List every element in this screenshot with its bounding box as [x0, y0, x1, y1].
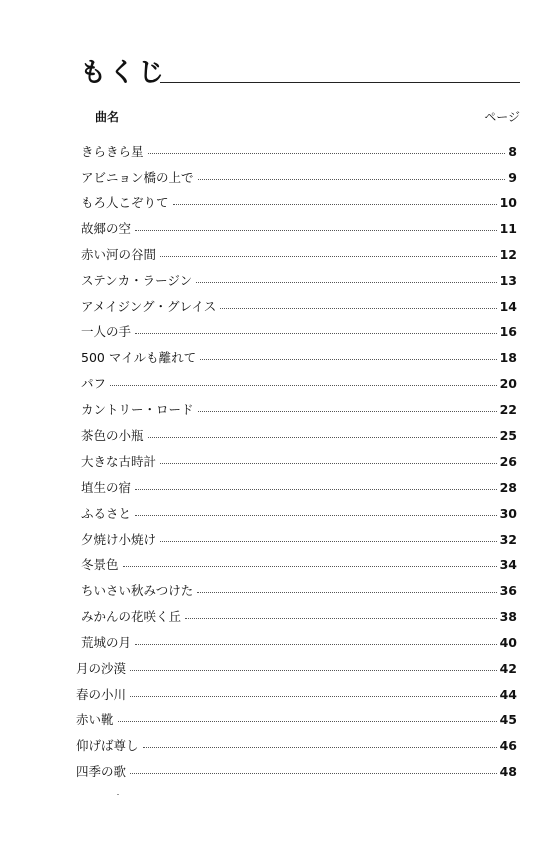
toc-entry-page: 10: [499, 194, 517, 210]
toc-entry: [81, 192, 517, 212]
footer-mark: [117, 794, 119, 795]
toc-entry: [81, 347, 517, 367]
dot-leader: [200, 359, 497, 360]
toc-entry-page: 32: [499, 531, 517, 547]
toc-entry: [81, 218, 517, 238]
dot-leader: [130, 696, 497, 697]
toc-entry-page: 40: [499, 634, 517, 650]
dot-leader: [160, 463, 497, 464]
dot-leader: [110, 385, 497, 386]
toc-entry: [76, 658, 517, 678]
dot-leader: [196, 282, 497, 283]
toc-entry: [81, 529, 517, 549]
toc-entry-title: 茶色の小瓶: [81, 428, 144, 443]
toc-entry-page: 44: [499, 686, 517, 702]
toc-entry: [81, 606, 517, 626]
toc-entry: [81, 399, 517, 419]
toc-entry-title: 一人の手: [81, 324, 132, 339]
toc-entry: [76, 761, 517, 781]
dot-leader: [143, 747, 497, 748]
toc-entry: [81, 477, 517, 497]
toc-entry-title: アメイジング・グレイス: [81, 299, 217, 314]
dot-leader: [123, 566, 497, 567]
page-title: もくじ: [80, 58, 168, 88]
dot-leader: [220, 308, 496, 309]
toc-entry: [81, 321, 517, 341]
page-column-header: ページ: [484, 110, 520, 124]
toc-entry: [76, 735, 517, 755]
toc-entry-page: 28: [499, 479, 517, 495]
toc-entry-page: 30: [499, 505, 517, 521]
toc-entry-title: 春の小川: [76, 687, 127, 702]
song-column-header: 曲名: [95, 110, 120, 124]
toc-entry-title: 四季の歌: [76, 764, 127, 779]
dot-leader: [135, 333, 497, 334]
toc-entry-page: 18: [499, 349, 517, 365]
toc-entry-page: 48: [499, 763, 517, 779]
toc-entry: [81, 554, 517, 574]
toc-entry: [81, 296, 517, 316]
dot-leader: [135, 489, 497, 490]
toc-entry-title: パフ: [81, 376, 107, 391]
toc-entry-title: ふるさと: [81, 506, 132, 521]
dot-leader: [148, 437, 497, 438]
dot-leader: [160, 256, 497, 257]
toc-entry-page: 12: [499, 246, 517, 262]
toc-entry-page: 38: [499, 608, 517, 624]
toc-entry: [81, 373, 517, 393]
toc-entry-title: 冬景色: [81, 557, 119, 572]
toc-entry-title: ステンカ・ラージン: [81, 273, 193, 288]
dot-leader: [185, 618, 497, 619]
toc-entry: [81, 580, 517, 600]
toc-entry-page: 25: [499, 427, 517, 443]
dot-leader: [160, 541, 497, 542]
toc-entry: [81, 425, 517, 445]
toc-entry: [76, 684, 517, 704]
toc-entry: [81, 503, 517, 523]
toc-entry-title: アビニョン橋の上で: [81, 170, 194, 185]
toc-entry: [81, 167, 517, 187]
toc-entry-page: 14: [499, 298, 517, 314]
toc-entry: [81, 270, 517, 290]
dot-leader: [118, 721, 497, 722]
dot-leader: [148, 153, 506, 154]
toc-entry-title: 故郷の空: [81, 221, 132, 236]
dot-leader: [135, 515, 497, 516]
dot-leader: [130, 773, 497, 774]
toc-entry-title: みかんの花咲く丘: [81, 609, 182, 624]
toc-entry: [81, 141, 517, 161]
toc-entry-page: 45: [499, 711, 517, 727]
dot-leader: [173, 204, 497, 205]
toc-entry: [81, 451, 517, 471]
toc-entry-page: 26: [499, 453, 517, 469]
dot-leader: [135, 644, 497, 645]
toc-entry-title: もろ人こぞりて: [81, 195, 169, 210]
toc-entry-page: 8: [508, 143, 517, 159]
toc-entry-page: 42: [499, 660, 517, 676]
toc-entry-title: 赤い靴: [76, 712, 114, 727]
toc-entry-title: 500 マイルも離れて: [81, 350, 197, 365]
toc-entry-title: カントリー・ロード: [81, 402, 194, 417]
toc-entry-title: 夕焼け小焼け: [81, 532, 157, 547]
dot-leader: [135, 230, 497, 231]
toc-entry: [76, 709, 517, 729]
toc-entry-title: 仰げば尊し: [76, 738, 139, 753]
toc-entry-title: ちいさい秋みつけた: [81, 583, 194, 598]
toc-entry-title: 赤い河の谷間: [81, 247, 157, 262]
toc-entry-page: 9: [508, 169, 517, 185]
toc-entry-page: 20: [499, 375, 517, 391]
dot-leader: [130, 670, 497, 671]
toc-entry-title: 荒城の月: [81, 635, 132, 650]
toc-entry-page: 13: [499, 272, 517, 288]
toc-entry-page: 34: [499, 556, 517, 572]
toc-entry-page: 11: [499, 220, 517, 236]
toc-entry-title: 月の沙漠: [76, 661, 127, 676]
toc-entry: [81, 632, 517, 652]
dot-leader: [198, 179, 506, 180]
toc-entry: [81, 244, 517, 264]
toc-entry-page: 46: [499, 737, 517, 753]
toc-entry-title: 大きな古時計: [81, 454, 157, 469]
toc-entry-page: 36: [499, 582, 517, 598]
toc-entry-title: 埴生の宿: [81, 480, 132, 495]
dot-leader: [197, 592, 496, 593]
dot-leader: [198, 411, 497, 412]
toc-entry-title: きらきら星: [81, 144, 144, 159]
toc-entry-page: 22: [499, 401, 517, 417]
toc-entry-page: 16: [499, 323, 517, 339]
